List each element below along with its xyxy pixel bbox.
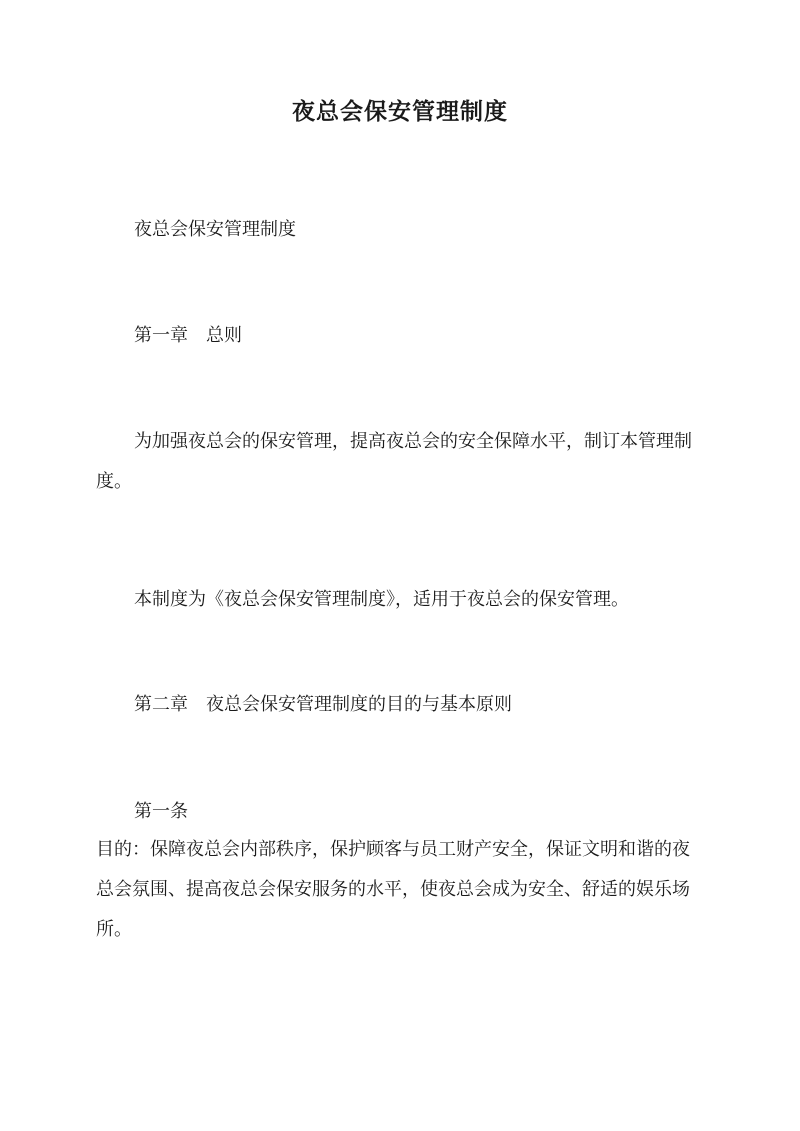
chapter-two-heading: 第二章 夜总会保安管理制度的目的与基本原则 bbox=[134, 694, 512, 715]
intro-paragraph: 为加强夜总会的保安管理，提高夜总会的安全保障水平，制订本管理制度。 bbox=[96, 431, 692, 492]
chapter-one-heading: 第一章 总则 bbox=[134, 325, 242, 346]
subtitle-paragraph: 夜总会保安管理制度 bbox=[134, 219, 296, 240]
article-one-heading: 第一条 bbox=[134, 801, 188, 822]
scope-paragraph: 本制度为《夜总会保安管理制度》，适用于夜总会的保安管理。 bbox=[134, 589, 629, 610]
purpose-paragraph: 目的：保障夜总会内部秩序，保护顾客与员工财产安全，保证文明和谐的夜总会氛围、提高夜总会保安服务的水平，使夜总会成为安全、舒适的娱乐场所。 bbox=[96, 839, 690, 940]
document-title: 夜总会保安管理制度 bbox=[292, 98, 508, 125]
